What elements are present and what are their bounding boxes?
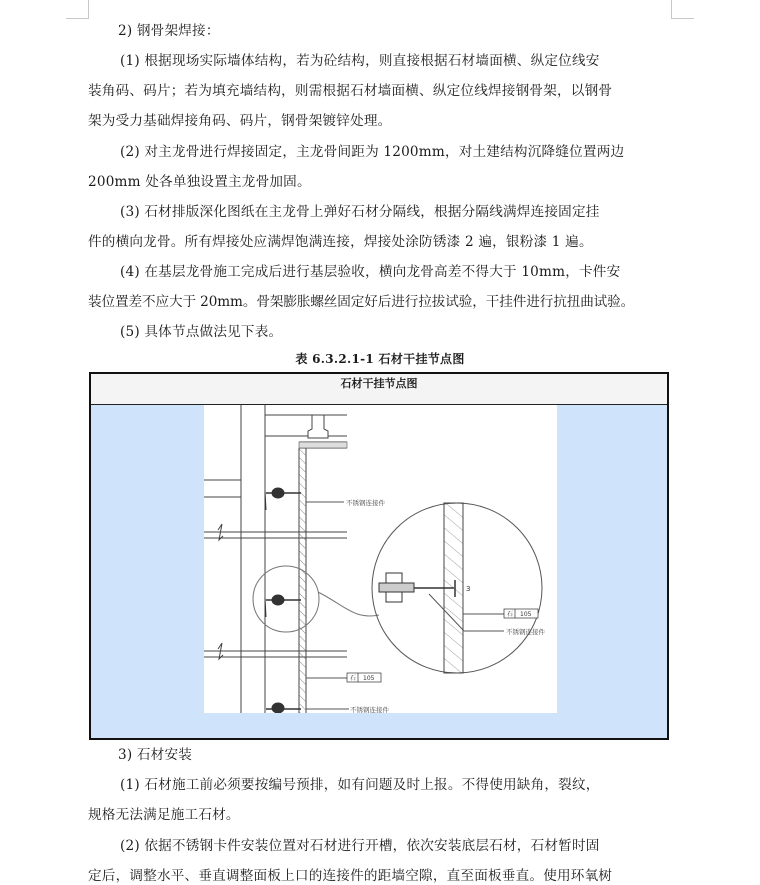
paragraph-line: 装角码、码片；若为填充墙结构，则需根据石材墙面横、纵定位线焊接钢骨架，以钢骨 bbox=[88, 83, 613, 99]
top-cap bbox=[299, 442, 347, 448]
anchor-top bbox=[265, 488, 301, 510]
paragraph-line: 装位置差不应大于 20mm。骨架膨胀螺丝固定好后进行拉拔试验，干挂件进行抗扭曲试验。 bbox=[88, 294, 635, 310]
drawing-svg bbox=[204, 405, 557, 713]
paragraph-line: (2) 对主龙骨进行焊接固定，主龙骨间距为 1200mm，对土建结构沉降缝位置两边 bbox=[120, 144, 625, 160]
detail-dimension: 3 bbox=[466, 585, 471, 593]
top-bracket bbox=[308, 415, 328, 438]
tag-detail-left: 石 bbox=[507, 611, 514, 618]
paragraph-line: (4) 在基层龙骨施工完成后进行基层验收，横向龙骨高差不得大于 10mm，卡件安 bbox=[120, 264, 621, 280]
page-corner-mark-left bbox=[66, 0, 89, 19]
tag-main-right: 105 bbox=[363, 675, 375, 682]
paragraph-line: (2) 依据不锈钢卡件安装位置对石材进行开槽，依次安装底层石材，石材暂时固 bbox=[120, 838, 600, 854]
anchor-middle bbox=[265, 595, 301, 617]
section-heading-steel-frame: 2) 钢骨架焊接： bbox=[118, 23, 220, 39]
paragraph-line: 件的横向龙骨。所有焊接处应满焊饱满连接，焊接处涂防锈漆 2 遍，银粉漆 1 遍。 bbox=[88, 234, 593, 250]
detail-callout-circle bbox=[253, 566, 319, 632]
table-caption: 表 6.3.2.1-1 石材干挂节点图 bbox=[295, 352, 465, 366]
label-connector-bottom: 不锈钢连接件 bbox=[350, 706, 389, 713]
paragraph-line: (1) 石材施工前必须要按编号预排，如有问题及时上报。不得使用缺角，裂纹， bbox=[120, 777, 600, 793]
paragraph-line: (1) 根据现场实际墙体结构，若为砼结构，则直接根据石材墙面横、纵定位线安 bbox=[120, 53, 600, 69]
paragraph-line: 规格无法满足施工石材。 bbox=[88, 807, 240, 823]
tag-detail-right: 105 bbox=[520, 611, 532, 618]
paragraph-line: 架为受力基础焊接角码、码片，钢骨架镀锌处理。 bbox=[88, 113, 392, 129]
paragraph-line: 200mm 处各单独设置主龙骨加固。 bbox=[88, 174, 311, 190]
label-connector-detail: 不锈钢连接件 bbox=[506, 628, 545, 636]
paragraph-line: (5) 具体节点做法见下表。 bbox=[120, 324, 283, 340]
stone-dry-hanging-node-drawing bbox=[204, 405, 557, 713]
section-heading-stone-install: 3) 石材安装 bbox=[118, 747, 193, 763]
table-header-cell: 石材干挂节点图 bbox=[91, 374, 667, 405]
stone-panel-hatch bbox=[299, 448, 306, 713]
anchor-bottom bbox=[266, 703, 301, 713]
detail-leader bbox=[318, 592, 379, 616]
tag-main-left: 石 bbox=[350, 675, 357, 682]
label-connector-top: 不锈钢连接件 bbox=[346, 499, 385, 507]
node-drawing-table bbox=[89, 372, 669, 740]
page-corner-mark-right bbox=[671, 0, 694, 19]
structure-lines bbox=[204, 405, 347, 713]
paragraph-line: 定后，调整水平、垂直调整面板上口的连接件的距墙空隙，直至面板垂直。使用环氧树 bbox=[88, 868, 613, 884]
paragraph-line: (3) 石材排版深化图纸在主龙骨上弹好石材分隔线，根据分隔线满焊连接固定挂 bbox=[120, 204, 600, 220]
